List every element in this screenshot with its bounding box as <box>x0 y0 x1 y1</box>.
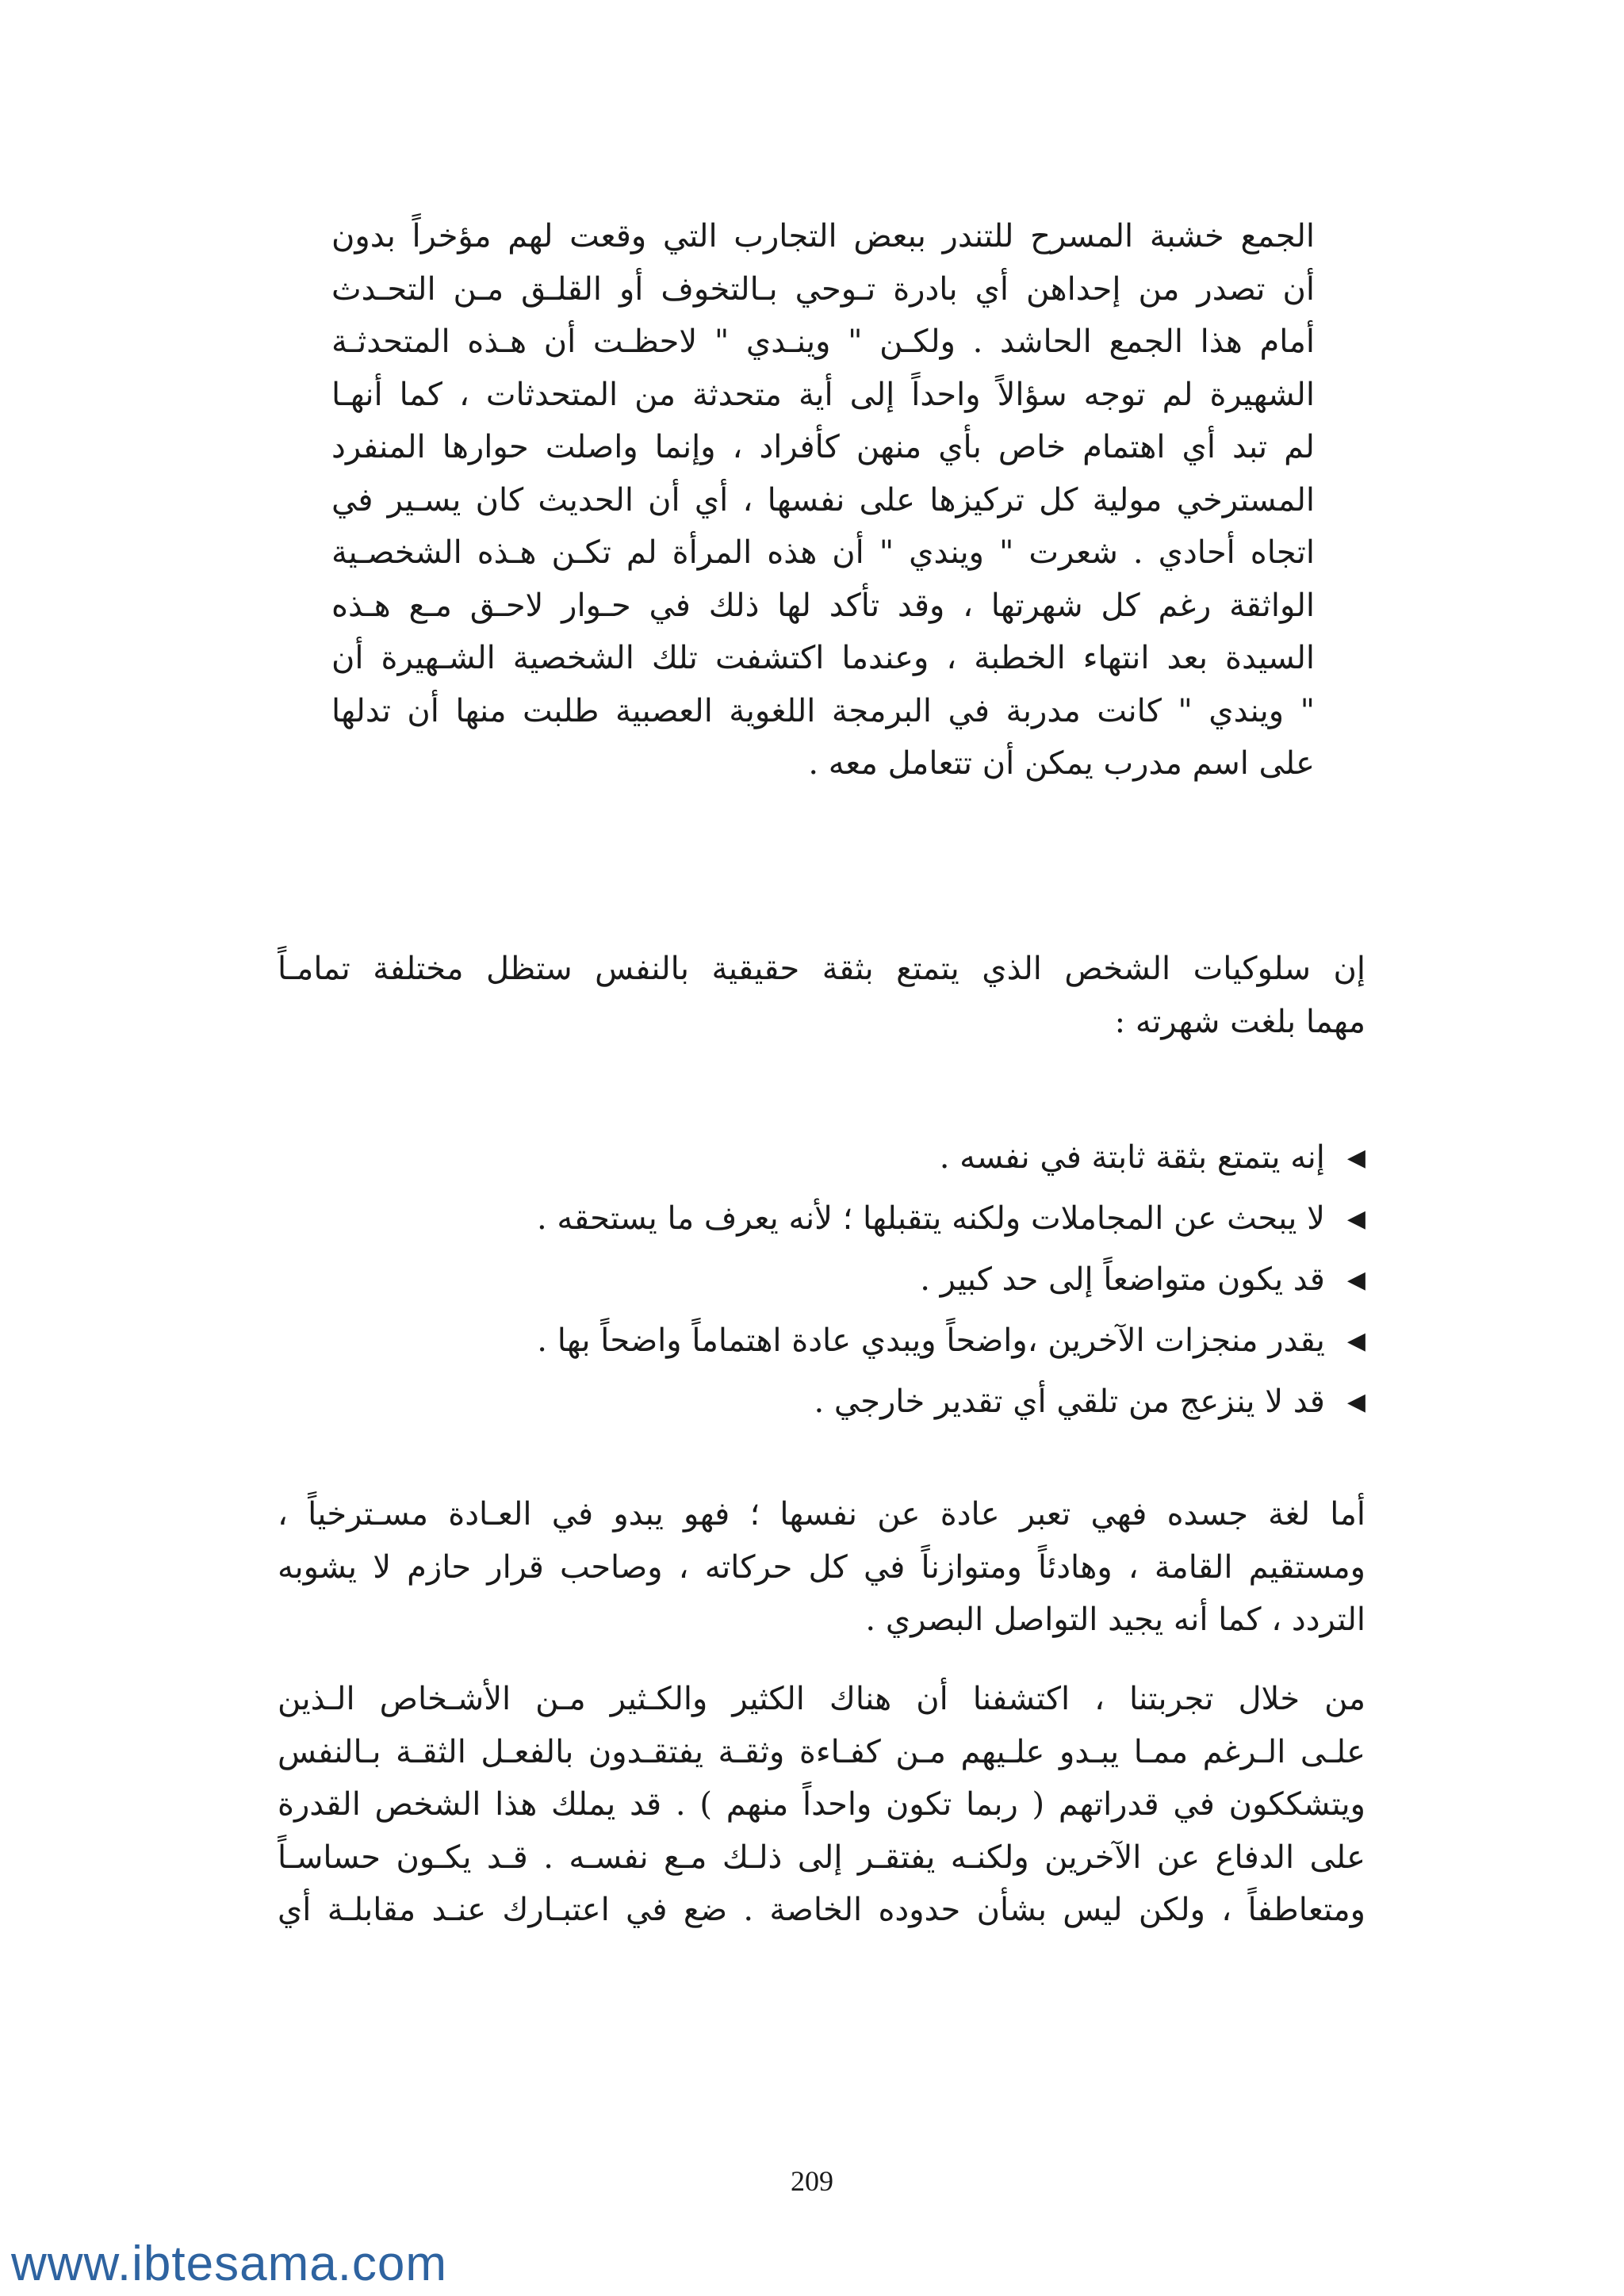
arrow-bullet-icon: ◀ <box>1346 1144 1365 1172</box>
paragraph-line: الشهيرة لم توجه سؤالاً واحداً إلى أية متحدثة من المتحدثات ، كما أنهـا <box>331 376 1315 413</box>
paragraph-line: السيدة بعد انتهاء الخطبة ، وعندما اكتشفت تلك الشخصية الشـهيرة أن <box>331 640 1315 676</box>
paragraph-line: أمام هذا الجمع الحاشد . ولكـن " وينـدي " لاحظـت أن هـذه المتحدثـة <box>331 323 1315 360</box>
bullet-text: لا يبحث عن المجاملات ولكنه يتقبلها ؛ لأنه يعرف ما يستحقه . <box>536 1200 1325 1237</box>
bullet-item <box>381 1372 1365 1433</box>
paragraph-2 <box>278 943 1365 1048</box>
paragraph-line: ومتعاطفاً ، ولكن ليس بشأن حدوده الخاصة . ضع في اعتبـارك عنـد مقابلـة أي <box>278 1892 1365 1928</box>
paragraph-line: الجمع خشبة المسرح للتندر ببعض التجارب التي وقعت لهم مؤخراً بدون <box>331 218 1315 254</box>
arrow-bullet-icon: ◀ <box>1346 1327 1365 1355</box>
arrow-bullet-icon: ◀ <box>1346 1266 1365 1294</box>
bullet-text: قد يكون متواضعاً إلى حد كبير . <box>920 1261 1325 1298</box>
paragraph-line: " ويندي " كانت مدربة في البرمجة اللغوية العصبية طلبت منها أن تدلها <box>331 692 1315 729</box>
paragraph-line: الواثقة رغم كل شهرتها ، وقد تأكد لها ذلك في حـوار لاحـق مـع هـذه <box>331 587 1315 624</box>
paragraph-line: على اسم مدرب يمكن أن تتعامل معه . <box>808 745 1315 782</box>
bullet-item <box>381 1188 1365 1249</box>
paragraph-3 <box>278 1488 1365 1647</box>
bullet-item <box>381 1127 1365 1188</box>
arrow-bullet-icon: ◀ <box>1346 1388 1365 1416</box>
bullet-item <box>381 1311 1365 1372</box>
paragraph-line: مهما بلغت شهرته : <box>1114 1003 1365 1040</box>
bullet-item <box>381 1249 1365 1311</box>
paragraph-line: التردد ، كما أنه يجيد التواصل البصري . <box>865 1601 1365 1638</box>
paragraph-4 <box>278 1673 1365 1937</box>
paragraph-line: على الدفاع عن الآخرين ولكنـه يفتقـر إلى ذلـك مـع نفسـه . قـد يكـون حساسـاً <box>278 1839 1365 1876</box>
paragraph-line: لم تبد أي اهتمام خاص بأي منهن كأفراد ، وإنما واصلت حوارها المنفرد <box>331 429 1315 465</box>
arrow-bullet-icon: ◀ <box>1346 1205 1365 1233</box>
page-number: 209 <box>791 2165 833 2197</box>
bullet-text: إنه يتمتع بثقة ثابتة في نفسه . <box>939 1139 1325 1176</box>
paragraph-line: من خلال تجربتنا ، اكتشفنا أن هناك الكثير والكـثير مـن الأشـخاص الـذين <box>278 1681 1365 1717</box>
paragraph-line: إن سلوكيات الشخص الذي يتمتع بثقة حقيقية بالنفس ستظل مختلفة تمامـاً <box>278 951 1365 987</box>
paragraph-line: أما لغة جسده فهي تعبر عادة عن نفسها ؛ فهو يبدو في العـادة مسـترخياً ، <box>278 1496 1365 1533</box>
paragraph-line: علـى الـرغم ممـا يبـدو علـيهم مـن كفـاءة وثقـة يفتقـدون بالفعـل الثقـة بـالنفس <box>278 1733 1365 1770</box>
paragraph-line: ويتشككون في قدراتهم ( ربما تكون واحداً منهم ) . قد يملك هذا الشخص القدرة <box>278 1786 1365 1823</box>
website-watermark: www.ibtesama.com <box>11 2237 448 2291</box>
paragraph-line: ومستقيم القامة ، وهادئاً ومتوازناً في كل حركاته ، وصاحب قرار حازم لا يشوبه <box>278 1548 1365 1586</box>
bullet-text: يقدر منجزات الآخرين ،واضحاً ويبدي عادة اهتماماً واضحاً بها . <box>537 1322 1325 1359</box>
paragraph-line: المسترخي مولية كل تركيزها على نفسها ، أي أن الحديث كان يسـير في <box>331 481 1315 519</box>
bullet-list <box>381 1127 1365 1433</box>
bullet-text: قد لا ينزعج من تلقي أي تقدير خارجي . <box>814 1383 1325 1420</box>
paragraph-line: أن تصدر من إحداهن أي بادرة تـوحي بـالتخوف أو القلـق مـن التحـدث <box>331 270 1315 308</box>
paragraph-line: اتجاه أحادي . شعرت " ويندي " أن هذه المرأة لم تكـن هـذه الشخصـية <box>331 534 1315 571</box>
paragraph-1 <box>331 210 1315 790</box>
